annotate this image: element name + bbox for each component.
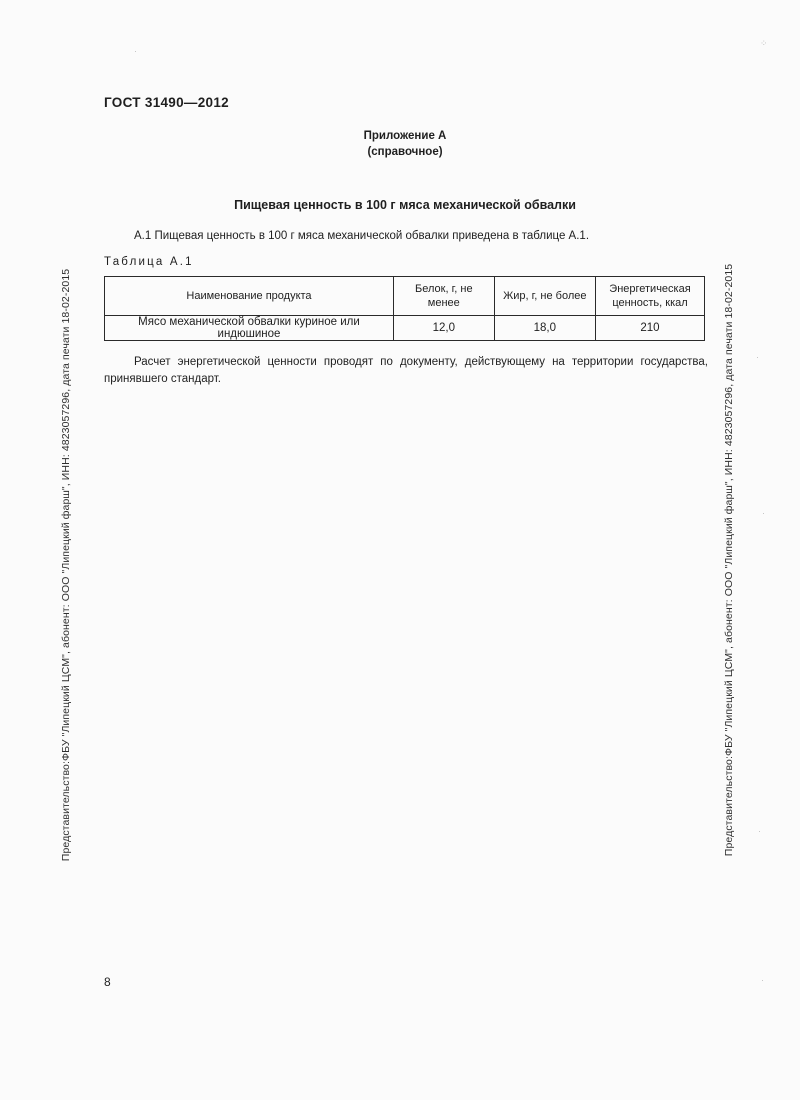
cell-protein: 12,0 [393,316,494,341]
annex-heading [0,128,800,160]
cell-product-name: Мясо механической обвалки куриное или индюшиное [105,316,394,341]
paragraph-a1: А.1 Пищевая ценность в 100 г мяса механической обвалки приведена в таблице А.1. [134,230,590,242]
side-stamp-left: Представительство:ФБУ "Липецкий ЦСМ", абонент: ООО "Липецкий фарш", ИНН: 4823057296, дата печати 18-02-2015 [60,268,72,862]
annex-label: Приложение А [363,130,447,142]
scan-speck: · [758,826,761,836]
header-protein: Белок, г, не менее [393,277,494,316]
annex-title: Пищевая ценность в 100 г мяса механической обвалки [234,198,576,212]
standard-header: ГОСТ 31490—2012 [104,95,229,110]
paragraph-calculation: Расчет энергетической ценности проводят по документу, действующему на территории государства, принявшего стандарт. [104,356,708,385]
page-number: 8 [104,975,111,989]
nutrition-table [104,276,705,341]
scan-speck: ⁘ [760,38,768,48]
scan-speck: · [761,975,764,985]
cell-energy: 210 [595,316,704,341]
header-fat: Жир, г, не более [494,277,595,316]
header-product-name: Наименование продукта [105,277,394,316]
annex-type: (справочное) [367,146,443,158]
table-header-row [105,277,705,316]
scan-speck: · [762,508,765,518]
scan-speck: · [756,352,759,362]
side-stamp-right: Представительство:ФБУ "Липецкий ЦСМ", абонент: ООО "Липецкий фарш", ИНН: 4823057296, дата печати 18-02-2015 [723,263,735,857]
table-row [105,316,705,341]
cell-fat: 18,0 [494,316,595,341]
header-energy: Энергетическая ценность, ккал [595,277,704,316]
scan-speck: · [134,46,137,56]
table-caption: Таблица А.1 [104,256,194,268]
